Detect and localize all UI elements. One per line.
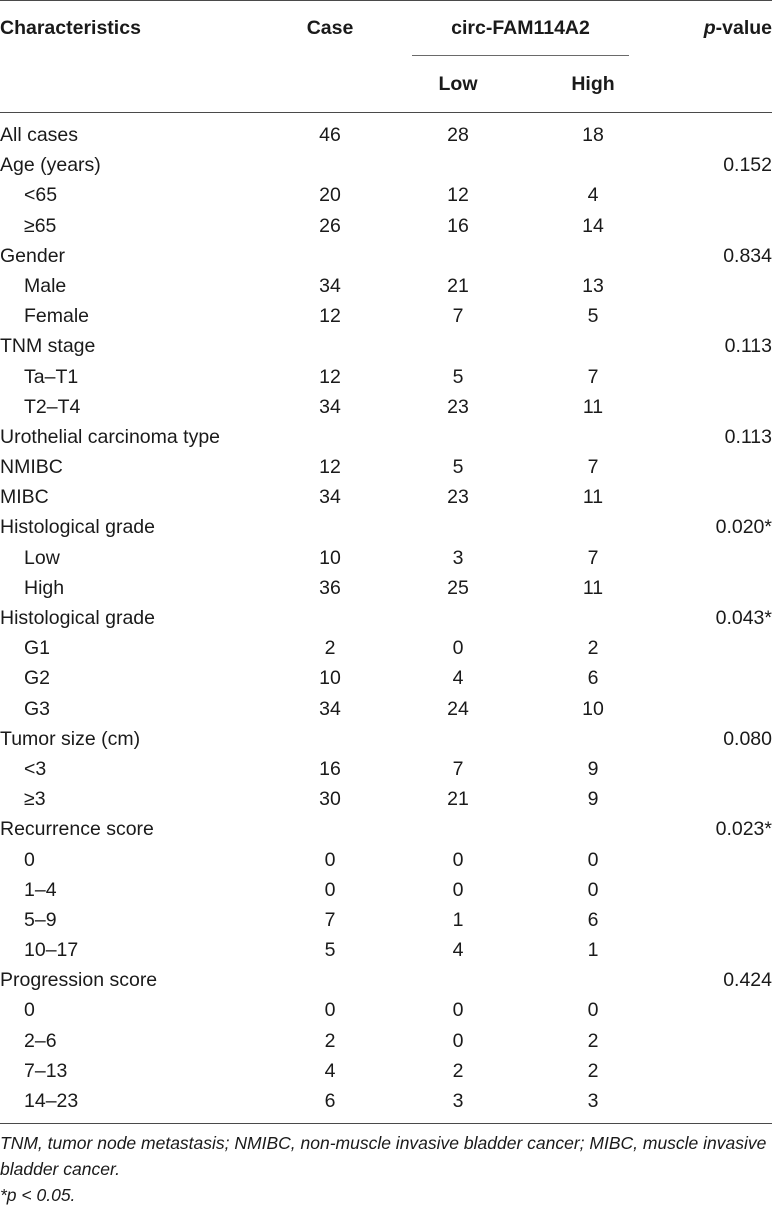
row-label: Tumor size (cm) xyxy=(0,727,141,750)
table-row xyxy=(0,663,772,693)
row-label: G3 xyxy=(24,697,51,720)
table-row xyxy=(0,633,772,663)
footnote-significance: *p < 0.05. xyxy=(0,1185,76,1205)
row-label: 1–4 xyxy=(24,878,57,901)
row-label: G1 xyxy=(24,637,51,660)
row-low: 23 xyxy=(447,395,469,418)
row-label: T2–T4 xyxy=(24,395,81,418)
row-p-value: 0.113 xyxy=(724,425,772,448)
row-label: TNM stage xyxy=(0,335,96,358)
header-high: High xyxy=(571,73,615,95)
table-row xyxy=(0,482,772,512)
row-label: High xyxy=(24,576,65,599)
row-label: Progression score xyxy=(0,969,158,992)
row-label: Female xyxy=(24,305,90,328)
row-low: 28 xyxy=(447,124,469,146)
row-case: 5 xyxy=(324,939,336,962)
table-row xyxy=(0,241,772,271)
row-case: 2 xyxy=(324,637,336,660)
row-case: 12 xyxy=(319,456,341,479)
table-row xyxy=(0,1026,772,1056)
row-high: 1 xyxy=(587,939,599,962)
header-circ-group: circ-FAM114A2 xyxy=(451,17,590,39)
table-row xyxy=(0,935,772,965)
row-low: 24 xyxy=(447,697,469,720)
row-label: G2 xyxy=(24,667,51,690)
row-label: <3 xyxy=(24,757,47,780)
row-case: 4 xyxy=(324,1059,336,1082)
row-case: 10 xyxy=(319,546,341,569)
row-p-value: 0.424 xyxy=(723,969,772,992)
table-row xyxy=(0,452,772,482)
table-row xyxy=(0,875,772,905)
row-label: 0 xyxy=(24,999,35,1022)
row-label: Histological grade xyxy=(0,516,156,539)
row-low: 2 xyxy=(452,1059,464,1082)
table-row xyxy=(0,784,772,814)
row-high: 6 xyxy=(587,908,599,931)
row-low: 12 xyxy=(447,184,469,207)
row-low: 0 xyxy=(452,848,464,871)
row-case: 12 xyxy=(319,305,341,328)
row-p-value: 0.152 xyxy=(723,154,772,177)
table-row xyxy=(0,392,772,422)
table-row xyxy=(0,754,772,784)
table-row xyxy=(0,995,772,1025)
row-label: Gender xyxy=(0,244,66,267)
row-high: 0 xyxy=(587,878,599,901)
row-case: 30 xyxy=(319,788,341,811)
row-case: 34 xyxy=(319,486,341,509)
row-high: 11 xyxy=(582,395,604,418)
table-row xyxy=(0,1086,772,1116)
row-case: 36 xyxy=(319,576,341,599)
row-high: 2 xyxy=(587,1029,599,1052)
row-label: Age (years) xyxy=(0,154,101,177)
row-high: 9 xyxy=(587,788,599,811)
table-bottom-rule xyxy=(0,1123,772,1124)
row-label: Low xyxy=(24,546,60,569)
row-high: 3 xyxy=(587,1090,599,1112)
table-header-rule xyxy=(0,112,772,113)
row-low: 7 xyxy=(452,757,464,780)
table-row xyxy=(0,724,772,754)
header-p-rest: -value xyxy=(715,17,772,39)
table-top-rule xyxy=(0,0,772,1)
table-row xyxy=(0,512,772,542)
row-low: 1 xyxy=(452,908,464,931)
row-low: 4 xyxy=(452,939,464,962)
row-high: 7 xyxy=(587,456,599,479)
table-row xyxy=(0,603,772,633)
row-label: Urothelial carcinoma type xyxy=(0,425,221,448)
row-case: 0 xyxy=(324,848,336,871)
row-high: 10 xyxy=(582,697,604,720)
row-low: 0 xyxy=(452,1029,464,1052)
row-label: All cases xyxy=(0,124,79,146)
row-p-value: 0.023* xyxy=(715,818,772,841)
table-row xyxy=(0,211,772,241)
row-high: 13 xyxy=(582,274,604,297)
row-label: Histological grade xyxy=(0,607,156,629)
row-label: 14–23 xyxy=(24,1090,79,1112)
table-row xyxy=(0,814,772,844)
header-low: Low xyxy=(438,73,478,95)
row-high: 4 xyxy=(587,184,599,207)
row-case: 6 xyxy=(324,1090,336,1112)
row-case: 34 xyxy=(319,395,341,418)
table-row xyxy=(0,845,772,875)
row-case: 12 xyxy=(319,365,341,388)
row-low: 23 xyxy=(447,486,469,509)
row-low: 5 xyxy=(452,456,464,479)
row-low: 7 xyxy=(452,305,464,328)
footnote-abbreviations: TNM, tumor node metastasis; NMIBC, non-muscle invasive bladder cancer; MIBC, muscle invasive bladder cancer. xyxy=(0,1133,767,1179)
row-case: 0 xyxy=(324,999,336,1022)
row-label: NMIBC xyxy=(0,456,63,479)
group-underline xyxy=(412,55,629,56)
table-row xyxy=(0,905,772,935)
row-label: 10–17 xyxy=(24,939,79,962)
table-row xyxy=(0,543,772,573)
row-high: 11 xyxy=(582,486,604,509)
row-p-value: 0.020* xyxy=(715,516,772,539)
row-high: 7 xyxy=(587,546,599,569)
row-high: 2 xyxy=(587,637,599,660)
row-p-value: 0.080 xyxy=(723,727,772,750)
row-high: 0 xyxy=(587,848,599,871)
row-case: 20 xyxy=(319,184,341,207)
header-case: Case xyxy=(306,17,354,39)
row-low: 3 xyxy=(452,1090,464,1112)
row-low: 25 xyxy=(447,576,469,599)
row-low: 0 xyxy=(452,999,464,1022)
row-case: 26 xyxy=(319,214,341,237)
row-case: 34 xyxy=(319,274,341,297)
table-body xyxy=(0,120,772,1116)
row-high: 7 xyxy=(587,365,599,388)
table-row xyxy=(0,573,772,603)
header-p-value xyxy=(660,16,772,40)
row-case: 2 xyxy=(324,1029,336,1052)
table-row xyxy=(0,180,772,210)
row-high: 9 xyxy=(587,757,599,780)
table-row xyxy=(0,301,772,331)
row-low: 0 xyxy=(452,878,464,901)
row-label: MIBC xyxy=(0,486,49,509)
row-case: 16 xyxy=(319,757,341,780)
row-low: 21 xyxy=(447,788,469,811)
row-high: 6 xyxy=(587,667,599,690)
header-characteristics: Characteristics xyxy=(0,17,141,39)
row-high: 11 xyxy=(582,576,604,599)
row-high: 0 xyxy=(587,999,599,1022)
table-row xyxy=(0,1056,772,1086)
table-row xyxy=(0,150,772,180)
table-row xyxy=(0,965,772,995)
row-case: 0 xyxy=(324,878,336,901)
table-row xyxy=(0,694,772,724)
row-label: 7–13 xyxy=(24,1059,68,1082)
table-row xyxy=(0,271,772,301)
table-row xyxy=(0,422,772,452)
table-row xyxy=(0,331,772,361)
row-p-value: 0.043* xyxy=(715,607,772,629)
table-row xyxy=(0,120,772,150)
row-case: 7 xyxy=(324,908,336,931)
table-row xyxy=(0,362,772,392)
row-label: ≥3 xyxy=(24,788,46,811)
header-p-italic: p xyxy=(703,17,716,39)
row-case: 34 xyxy=(319,697,341,720)
row-low: 4 xyxy=(452,667,464,690)
row-label: Recurrence score xyxy=(0,818,154,841)
row-high: 2 xyxy=(587,1059,599,1082)
row-case: 10 xyxy=(319,667,341,690)
row-high: 18 xyxy=(582,124,604,146)
row-low: 3 xyxy=(452,546,464,569)
row-case: 46 xyxy=(319,124,341,146)
row-p-value: 0.113 xyxy=(724,335,772,358)
row-label: 0 xyxy=(24,848,35,871)
row-label: 5–9 xyxy=(24,908,57,931)
row-low: 16 xyxy=(447,214,469,237)
row-p-value: 0.834 xyxy=(723,244,772,267)
row-label: Ta–T1 xyxy=(24,365,79,388)
row-low: 5 xyxy=(452,365,464,388)
row-low: 0 xyxy=(452,637,464,660)
row-label: <65 xyxy=(24,184,58,207)
row-high: 14 xyxy=(582,214,604,237)
row-high: 5 xyxy=(587,305,599,328)
row-low: 21 xyxy=(447,274,469,297)
row-label: 2–6 xyxy=(24,1029,57,1052)
row-label: Male xyxy=(24,274,67,297)
row-label: ≥65 xyxy=(24,214,57,237)
